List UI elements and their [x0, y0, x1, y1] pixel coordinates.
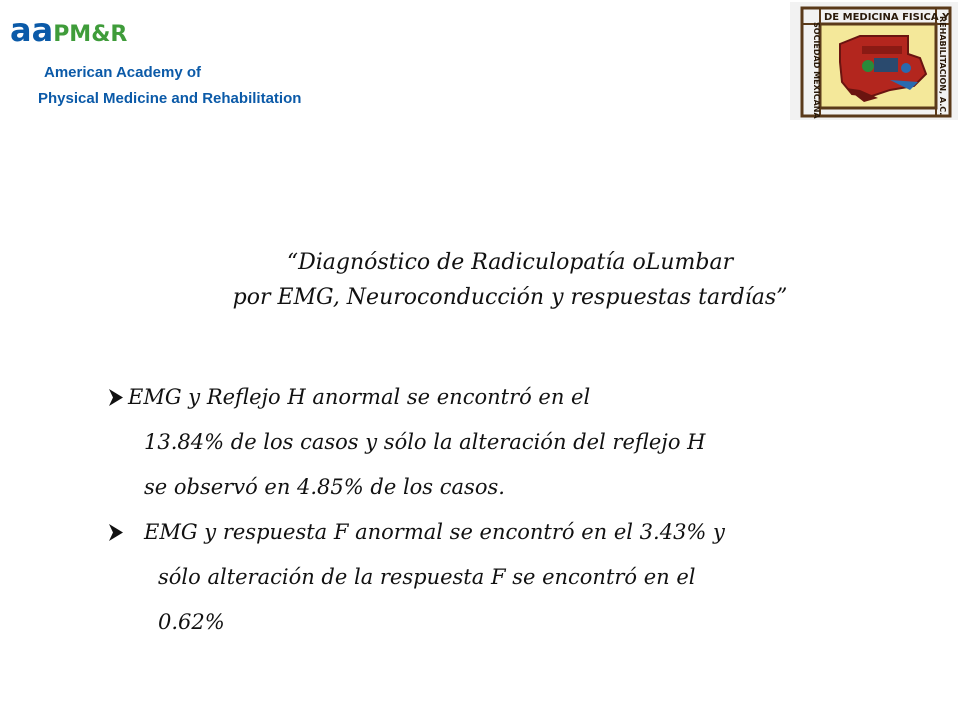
arrow-bullet-icon — [106, 510, 128, 555]
smmfr-seal-logo — [790, 2, 958, 120]
bullet-line: se observó en 4.85% de los casos. — [144, 475, 505, 499]
slide-title — [0, 245, 960, 315]
org-name-line-1: American Academy of — [44, 64, 202, 81]
seal-text-top: DE MEDICINA FISICA Y — [824, 12, 950, 23]
title-line-1: “Diagnóstico de Radiculopatía oLumbar — [286, 250, 734, 275]
org-name-line-2: Physical Medicine and Rehabilitation — [38, 90, 302, 107]
bullet-line: sólo alteración de la respuesta F se encontró en el — [158, 565, 696, 589]
seal-graphic — [790, 2, 958, 120]
bullet-item — [106, 375, 705, 510]
bullet-line: 0.62% — [158, 610, 225, 634]
title-line-2: por EMG, Neuroconducción y respuestas tardías” — [232, 285, 788, 311]
seal-text-right: REHABILITACION, A.C. — [938, 16, 947, 116]
bullet-item — [106, 510, 725, 645]
bullet-line: EMG y Reflejo H anormal se encontró en el — [128, 385, 591, 409]
logo-pmr: PM&R — [53, 22, 128, 47]
arrow-bullet-icon — [106, 375, 128, 420]
logo-aa: aa — [10, 11, 54, 49]
bullet-line: 13.84% de los casos y sólo la alteración del reflejo H — [144, 430, 706, 454]
seal-text-left: SOCIEDAD MEXICANA — [812, 22, 821, 119]
bullet-line: EMG y respuesta F anormal se encontró en el 3.43% y — [144, 520, 725, 544]
aapmr-wordmark — [10, 11, 128, 49]
